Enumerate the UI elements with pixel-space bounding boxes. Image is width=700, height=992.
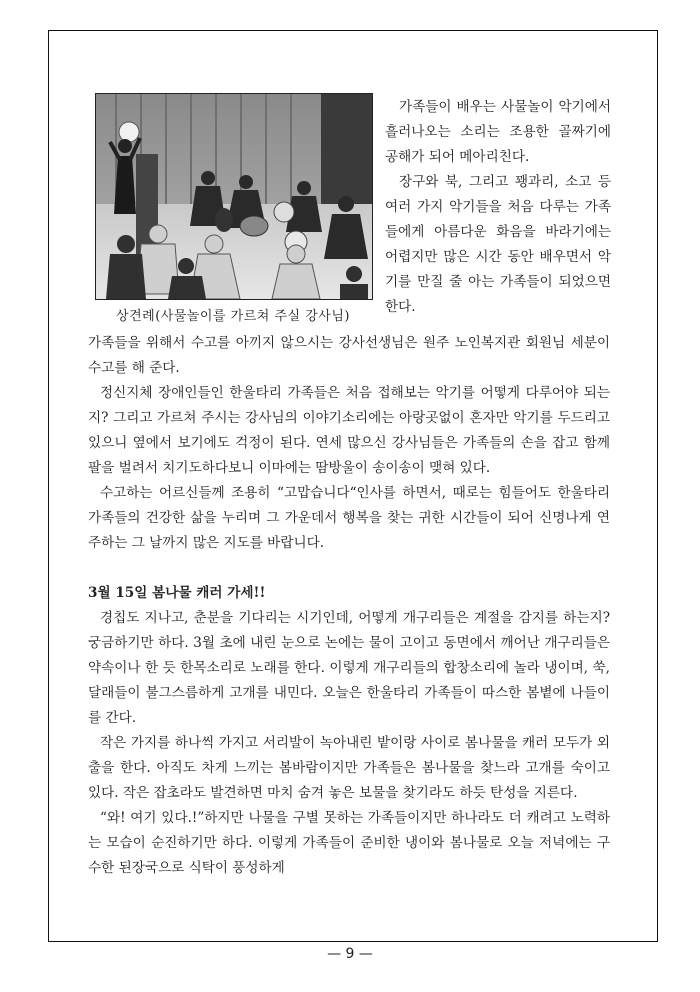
page-number: — 9 — [327,946,373,962]
photo-samulnori-class [95,93,373,300]
body-paragraph: 정신지체 장애인들인 한울타리 가족들은 처음 접해보는 악기를 어떻게 다루어야 되는지? 그리고 가르쳐 주시는 강사님의 이야기소리에는 아랑곳없이 혼자만 악기를 두드리고 있으니 옆에서 보기에도 걱정이 된다. 연세 많으신 강사님들은 가족들의 손을 잡고 함께 팔을 벌려서 치기도하다보니 이마에는 땀방울이 송이송이 맺혀 있다. [88,385,610,476]
body-paragraph: “와! 여기 있다.!”하지만 나물을 구별 못하는 가족들이지만 하나라도 더 캐려고 노력하는 모습이 순진하기만 하다. 이렇게 가족들이 준비한 냉이와 봄나물로 오늘 저녁에는 구수한 된장국으로 식탁이 풍성하게 [88,810,610,876]
body-paragraph: 작은 가지를 하나씩 가지고 서리발이 녹아내린 밭이랑 사이로 봄나물을 캐러 모두가 외출을 한다. 아직도 차게 느끼는 봄바람이지만 가족들은 봄나물을 찾느라 고개를 숙이고 있다. 작은 잡초라도 발견하면 마치 숨겨 놓은 보물을 찾기라도 하듯 탄성을 지른다. [88,735,610,801]
photo-image [96,94,372,299]
photo-caption: 상견례(사물놀이를 가르쳐 주실 강사님) [116,309,350,324]
side-paragraph: 장구와 북, 그리고 꽹과리, 소고 등 여러 가지 악기들을 처음 다루는 가족들에게 아름다운 화음을 바라기에는 어렵지만 많은 시간 동안 배우면서 악기를 만질 줄 아는 가족들이 되었으면 한다. [385,174,611,315]
body-paragraph: 가족들을 위해서 수고를 아끼지 않으시는 강사선생님은 원주 노인복지관 회원님 세분이 수고를 해 준다. [88,335,610,376]
main-text-column [88,331,610,881]
side-paragraph: 가족들이 배우는 사물놀이 악기에서 흘러나오는 소리는 조용한 골짜기에 공해가 되어 메아리친다. [385,99,611,165]
side-text-column [385,95,611,320]
section-heading: 3월 15일 봄나물 캐러 가세!! [88,585,266,601]
body-paragraph: 경칩도 지나고, 춘분을 기다리는 시기인데, 어떻게 개구리들은 계절을 감지를 하는지? 궁금하기만 하다. 3월 초에 내린 눈으로 논에는 물이 고이고 동면에서 깨어난 개구리들은 약속이나 한 듯 한목소리로 노래를 한다. 이렇게 개구리들의 합창소리에 놀라 냉이며, 쑥, 달래들이 불그스름하게 고개를 내민다. 오늘은 한울타리 가족들이 따스한 봄볕에 나들이를 간다. [88,610,610,726]
body-paragraph: 수고하는 어르신들께 조용히 “고맙습니다“인사를 하면서, 때로는 힘들어도 한울타리 가족들의 건강한 삶을 누리며 그 가운데서 행복을 찾는 귀한 시간들이 되어 신명나게 연주하는 그 날까지 많은 지도를 바랍니다. [88,485,610,551]
